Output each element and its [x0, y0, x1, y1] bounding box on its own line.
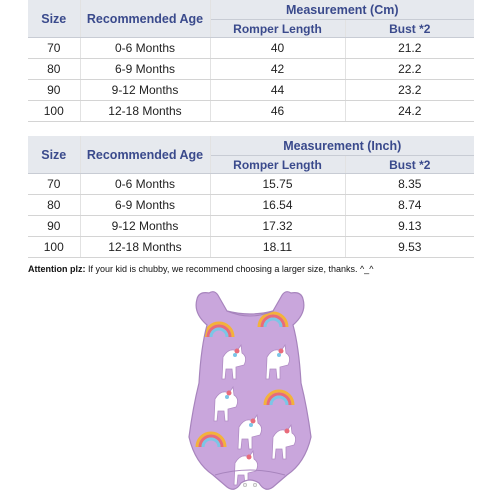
table-row — [28, 101, 474, 122]
bust-cell: 23.2 — [345, 80, 474, 101]
table-row — [28, 80, 474, 101]
table-row — [28, 38, 474, 59]
age-header: Recommended Age — [80, 136, 210, 174]
bust-cell: 21.2 — [345, 38, 474, 59]
bust-cell: 9.53 — [345, 237, 474, 258]
length-cell: 15.75 — [210, 174, 345, 195]
size-cell: 90 — [28, 80, 80, 101]
length-cell: 18.11 — [210, 237, 345, 258]
bust-cell: 8.74 — [345, 195, 474, 216]
length-cell: 16.54 — [210, 195, 345, 216]
length-cell: 42 — [210, 59, 345, 80]
length-cell: 40 — [210, 38, 345, 59]
bust-cell: 9.13 — [345, 216, 474, 237]
measurement-header: Measurement (Cm) — [210, 0, 474, 20]
bust-cell: 24.2 — [345, 101, 474, 122]
attention-text: If your kid is chubby, we recommend choosing a larger size, thanks. ^_^ — [85, 264, 374, 274]
age-cell: 0-6 Months — [80, 38, 210, 59]
table-row — [28, 237, 474, 258]
size-cell: 70 — [28, 38, 80, 59]
age-cell: 6-9 Months — [80, 195, 210, 216]
romper-photo — [175, 287, 325, 500]
age-cell: 12-18 Months — [80, 237, 210, 258]
table-row — [28, 195, 474, 216]
age-cell: 9-12 Months — [80, 216, 210, 237]
size-chart-inch — [28, 136, 474, 258]
age-cell: 6-9 Months — [80, 59, 210, 80]
size-header: Size — [28, 0, 80, 38]
size-cell: 90 — [28, 216, 80, 237]
attention-label: Attention plz: — [28, 264, 86, 274]
attention-note — [28, 264, 373, 274]
age-header: Recommended Age — [80, 0, 210, 38]
length-cell: 46 — [210, 101, 345, 122]
size-cell: 100 — [28, 237, 80, 258]
size-cell: 100 — [28, 101, 80, 122]
table-row — [28, 174, 474, 195]
romper-length-header: Romper Length — [210, 156, 345, 174]
table-row — [28, 216, 474, 237]
table-row — [28, 59, 474, 80]
size-header: Size — [28, 136, 80, 174]
measurement-header: Measurement (Inch) — [210, 136, 474, 156]
age-cell: 0-6 Months — [80, 174, 210, 195]
size-cell: 80 — [28, 59, 80, 80]
bust-header: Bust *2 — [345, 156, 474, 174]
length-cell: 44 — [210, 80, 345, 101]
age-cell: 9-12 Months — [80, 80, 210, 101]
bust-header: Bust *2 — [345, 20, 474, 38]
length-cell: 17.32 — [210, 216, 345, 237]
size-cell: 70 — [28, 174, 80, 195]
size-chart-cm — [28, 0, 474, 122]
bust-cell: 22.2 — [345, 59, 474, 80]
bust-cell: 8.35 — [345, 174, 474, 195]
size-cell: 80 — [28, 195, 80, 216]
age-cell: 12-18 Months — [80, 101, 210, 122]
romper-length-header: Romper Length — [210, 20, 345, 38]
